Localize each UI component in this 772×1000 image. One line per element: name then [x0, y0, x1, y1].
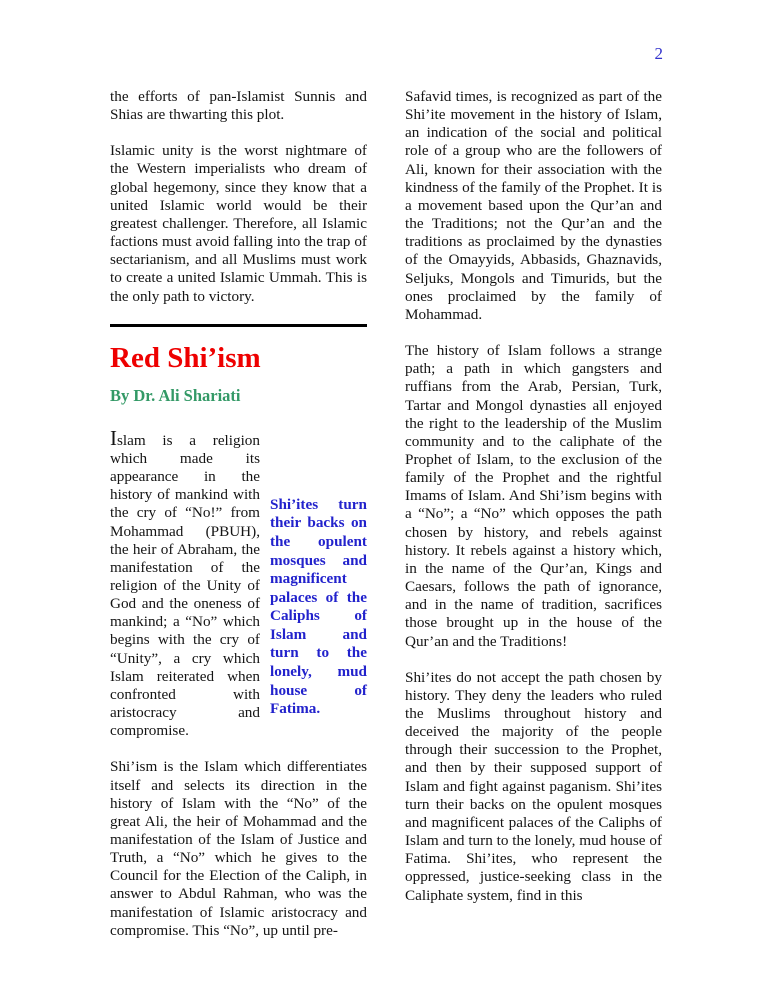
paragraph: Islamic unity is the worst nightmare of the Western imperialists who dream of global hegemony, since they know that a united Islamic world would be their greatest challenger. Therefore, all Islamic factions must avoid falling into the trap of sectarianism, and all Muslims must work to create a united Islamic Ummah. This is the only path to victory. — [110, 142, 367, 305]
two-column-layout — [110, 88, 662, 940]
intro-paragraph-text: slam is a religion which made its appearance in the history of mankind with the cry of “No!” from Mohammad (PBUH), the heir of Abraham, the manifestation of the religion of the Unity of God and the oneness of mankind; a “No” which begins with the cry of “Unity”, a cry which Islam reiterated when confronted with aristocracy and compromise. — [110, 431, 260, 740]
intro-paragraph — [110, 425, 367, 741]
intro-initial-letter: I — [110, 425, 117, 450]
page-number: 2 — [654, 44, 663, 63]
pull-quote: Shi’ites turn their backs on the opulent mosques and magnificent palaces of the Caliphs of Islam and turn to the lonely, mud house of Fatima. — [270, 495, 367, 718]
section-divider-rule — [110, 324, 367, 327]
paragraph: The history of Islam follows a strange path; a path in which gangsters and ruffians from the Arab, Persian, Turk, Tartar and Mongol dynasties all enjoyed the right to the leadership of the Muslim community and to the caliphate of the Prophet of Islam, to the exclusion of the family of the Prophet and the rightful Imams of Islam. And Shi’ism begins with a “No”; a “No” which opposes the path chosen by history, and rebels against history. It rebels against a history which, in the name of the Qur’an, Kings and Caesars, follows the path of ignorance, and in the name of tradition, sacrifices those brought up in the house of the Qur’an and the Traditions! — [405, 342, 662, 650]
paragraph: Shi’ism is the Islam which differentiates itself and selects its direction in the history of Islam with the “No” of the great Ali, the heir of Mohammad and the manifestation of the Islam of Justice and Truth, a “No” which he gives to the Council for the Election of the Caliph, in answer to Abdul Rahman, who was the manifestation of Islamic aristocracy and compromise. This “No”, up until pre- — [110, 758, 367, 939]
right-column — [405, 88, 662, 940]
paragraph: the efforts of pan-Islamist Sunnis and Shias are thwarting this plot. — [110, 88, 367, 124]
article-title: Red Shi’ism — [110, 341, 261, 374]
author-byline: By Dr. Ali Shariati — [110, 385, 241, 405]
paragraph: Shi’ites do not accept the path chosen by history. They deny the leaders who ruled the Muslims throughout history and deceived the majority of the people through their succession to the Prophet, and then by their supposed support of Islam and fight against paganism. Shi’ites turn their backs on the opulent mosques and magnificent palaces of the Caliphs of Islam and turn to the lonely, mud house of Fatima. Shi’ites, who represent the oppressed, justice-seeking class in the Caliphate system, find in this — [405, 668, 662, 904]
paragraph: Safavid times, is recognized as part of the Shi’ite movement in the history of Islam, an indication of the social and political role of a group who are the followers of Ali, known for their association with the kindness of the family of the Prophet. It is a movement based upon the Qur’an and the Traditions; not the Qur’an and the traditions as proclaimed by the dynasties of the Omayyids, Abbasids, Ghaznavids, Seljuks, Mongols and Timurids, but the ones proclaimed by the family of Mohammad. — [405, 88, 662, 323]
left-column — [110, 88, 367, 940]
